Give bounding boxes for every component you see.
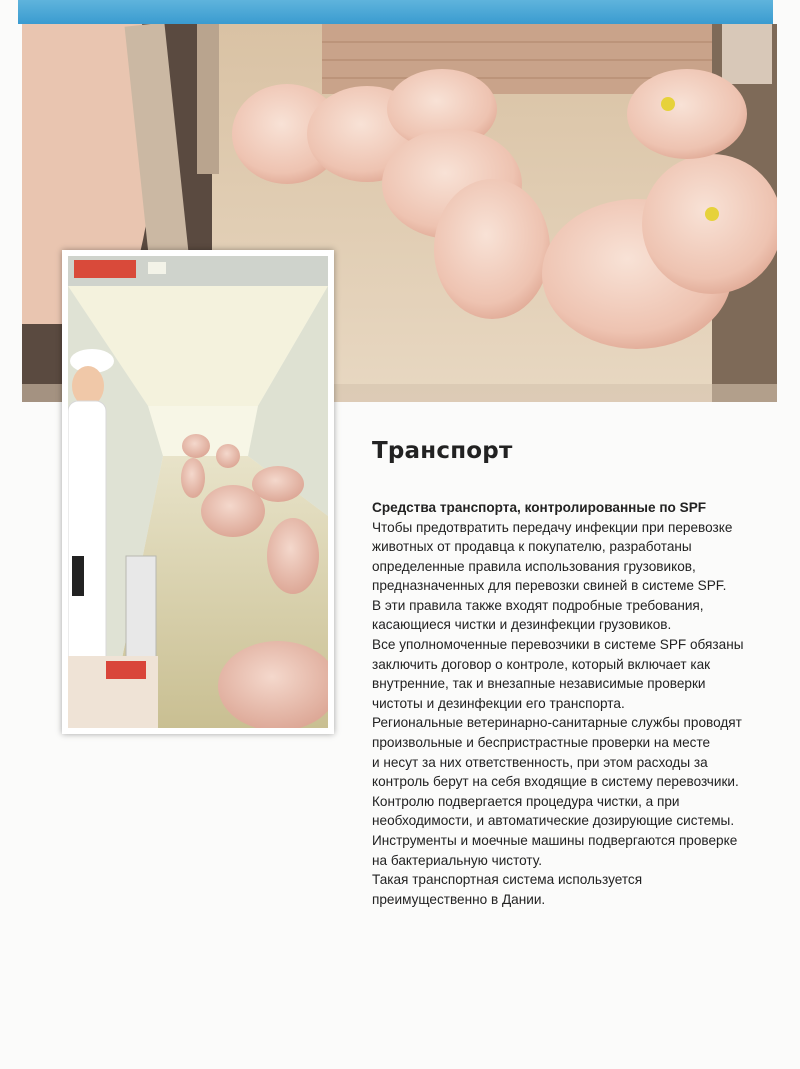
- body-line: Чтобы предотвратить передачу инфекции при перевозке: [372, 519, 733, 535]
- body-line: определенные правила использования грузовиков,: [372, 558, 696, 574]
- body-line: необходимости, и автоматические дозирующие системы.: [372, 813, 735, 829]
- body-line: животных от продавца к покупателю, разработаны: [372, 539, 692, 555]
- body-line: Инструменты и моечные машины подвергаются проверке: [372, 833, 738, 848]
- body-line: заключить договор о контроле, который включает как: [372, 656, 711, 672]
- body-line: В эти правила также входят подробные требования,: [372, 597, 704, 613]
- body-line: контроль берут на себя входящие в систему перевозчики.: [372, 774, 739, 790]
- body-line: произвольные и беспристрастные проверки на месте: [372, 735, 711, 751]
- body-line: Такая транспортная система используется: [372, 872, 643, 888]
- article-text: [372, 438, 752, 909]
- body-paragraph: [372, 518, 752, 910]
- body-line: Региональные ветеринарно-санитарные службы проводят: [372, 715, 742, 731]
- body-line: касающиеся чистки и дезинфекции грузовиков.: [372, 617, 672, 633]
- body-line: Все уполномоченные перевозчики в системе SPF обязаны: [372, 637, 744, 653]
- body-line: чистоты и дезинфекции его транспорта.: [372, 695, 625, 711]
- body-line: на бактериальную чистоту.: [372, 852, 543, 868]
- page-title: Транспорт: [372, 438, 513, 464]
- body-line: предназначенных для перевозки свиней в системе SPF.: [372, 578, 727, 594]
- body-line: преимущественно в Дании.: [372, 891, 546, 907]
- body-line: и несут за них ответственность, при этом расходы за: [372, 754, 708, 770]
- section-subtitle: Средства транспорта, контролированные по SPF: [372, 500, 707, 515]
- truck-interior-photo: [62, 250, 334, 734]
- top-accent-bar: [18, 0, 773, 24]
- body-line: Контролю подвергается процедура чистки, а при: [372, 793, 680, 809]
- body-line: внутренние, так и внезапные независимые проверки: [372, 676, 706, 692]
